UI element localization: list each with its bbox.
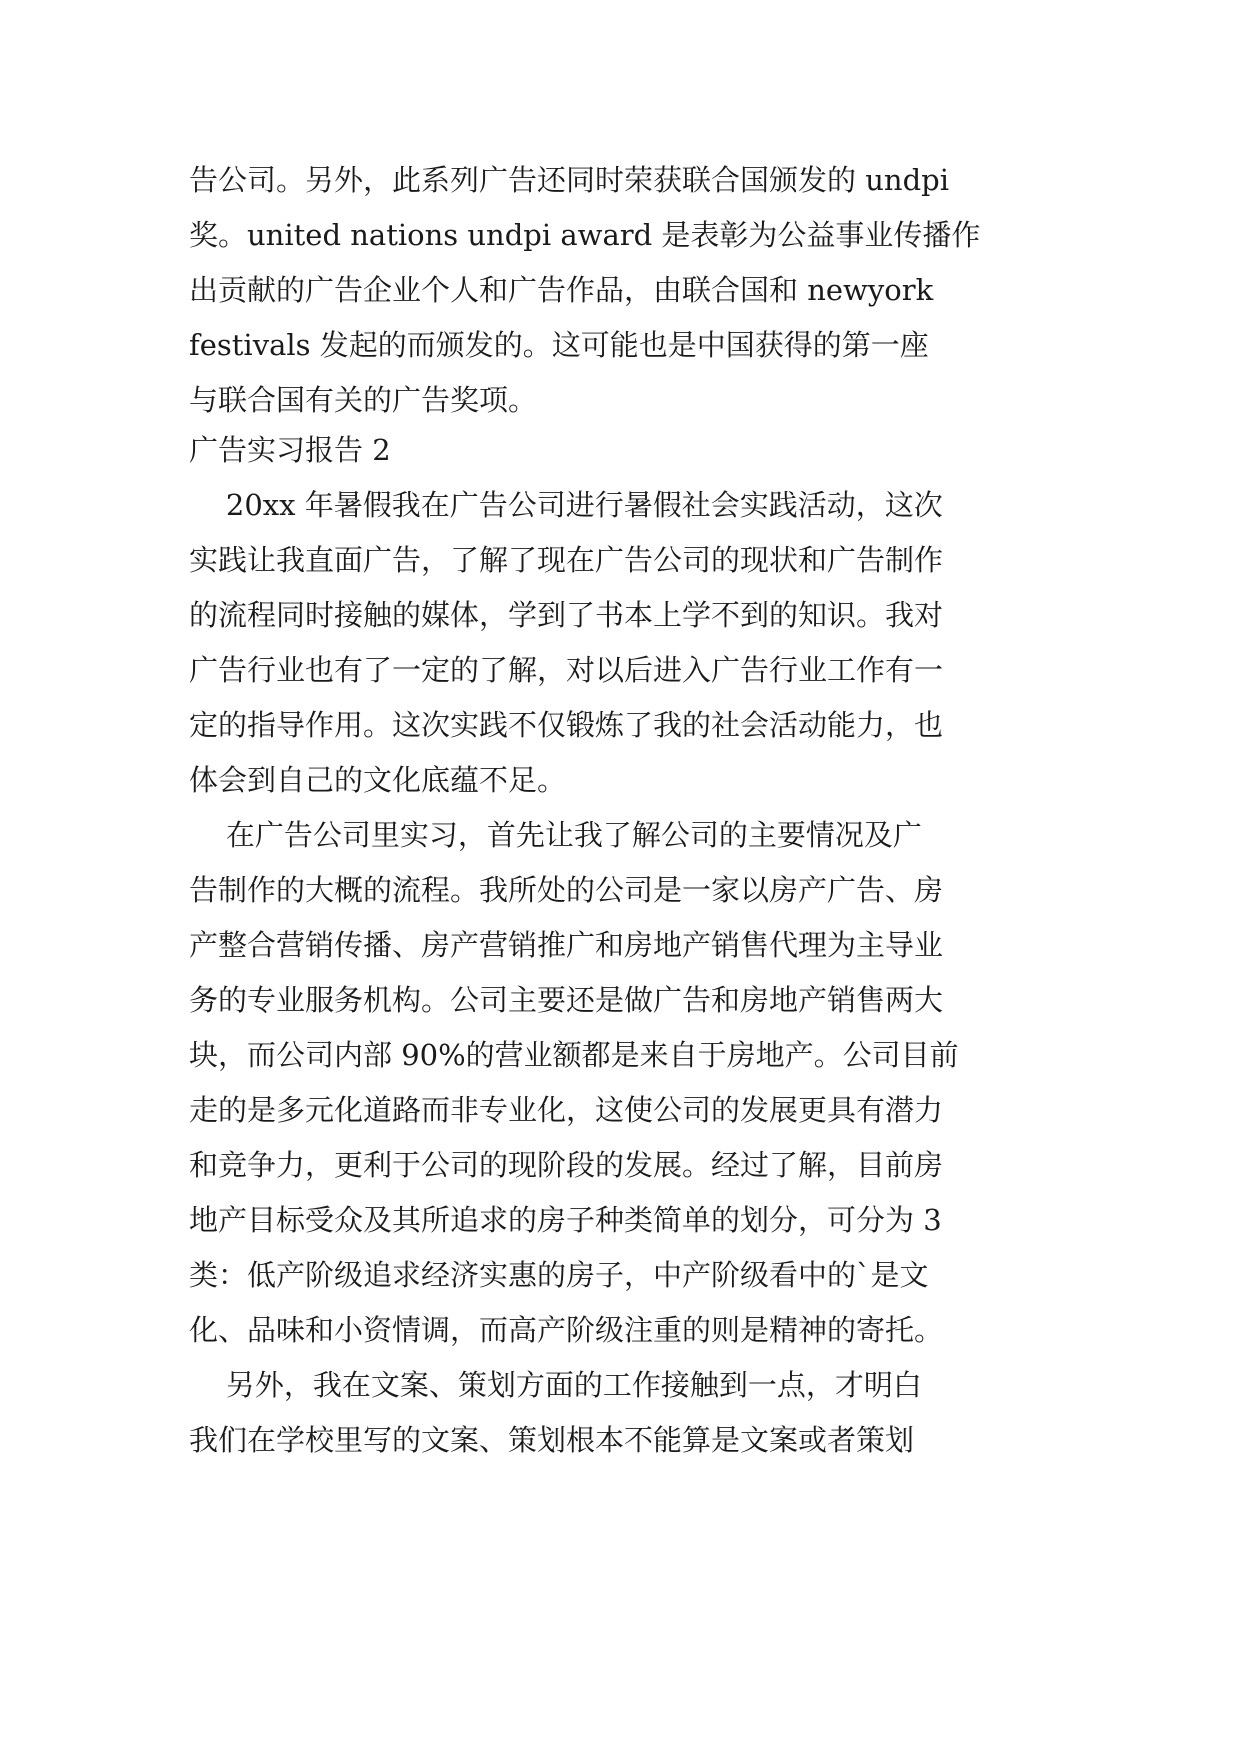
text-line: 我们在学校里写的文案、策划根本不能算是文案或者策划 <box>189 1423 915 1457</box>
text-line: 化、品味和小资情调，而高产阶级注重的则是精神的寄托。 <box>189 1313 944 1347</box>
text-line: 的流程同时接触的媒体，学到了书本上学不到的知识。我对 <box>189 598 944 632</box>
text-line: 广告行业也有了一定的了解，对以后进入广告行业工作有一 <box>189 653 944 687</box>
text-line: 在广告公司里实习，首先让我了解公司的主要情况及广 <box>189 818 922 852</box>
text-line: festivals 发起的而颁发的。这可能也是中国获得的第一座 <box>189 328 929 362</box>
text-line: 实践让我直面广告，了解了现在广告公司的现状和广告制作 <box>189 543 944 577</box>
text-line: 产整合营销传播、房产营销推广和房地产销售代理为主导业 <box>189 928 944 962</box>
text-line: 奖。united nations undpi award 是表彰为公益事业传播作 <box>189 218 981 252</box>
section-heading: 广告实习报告 2 <box>189 433 391 467</box>
text-line: 定的指导作用。这次实践不仅锻炼了我的社会活动能力，也 <box>189 708 944 742</box>
text-line: 地产目标受众及其所追求的房子种类简单的划分，可分为 3 <box>189 1203 942 1237</box>
text-line: 务的专业服务机构。公司主要还是做广告和房地产销售两大 <box>189 983 944 1017</box>
text-line: 告制作的大概的流程。我所处的公司是一家以房产广告、房 <box>189 873 944 907</box>
text-line: 与联合国有关的广告奖项。 <box>189 383 538 417</box>
text-line: 体会到自己的文化底蕴不足。 <box>189 763 567 797</box>
text-line: 20xx 年暑假我在广告公司进行暑假社会实践活动，这次 <box>189 488 943 522</box>
text-line: 类：低产阶级追求经济实惠的房子，中产阶级看中的`是文 <box>189 1258 929 1292</box>
text-line: 出贡献的广告企业个人和广告作品，由联合国和 newyork <box>189 273 934 307</box>
text-line: 另外，我在文案、策划方面的工作接触到一点，才明白 <box>189 1368 922 1402</box>
text-line: 块，而公司内部 90%的营业额都是来自于房地产。公司目前 <box>189 1038 959 1072</box>
text-line: 走的是多元化道路而非专业化，这使公司的发展更具有潜力 <box>189 1093 944 1127</box>
text-line: 和竞争力，更利于公司的现阶段的发展。经过了解，目前房 <box>189 1148 944 1182</box>
text-line: 告公司。另外，此系列广告还同时荣获联合国颁发的 undpi <box>189 163 949 197</box>
